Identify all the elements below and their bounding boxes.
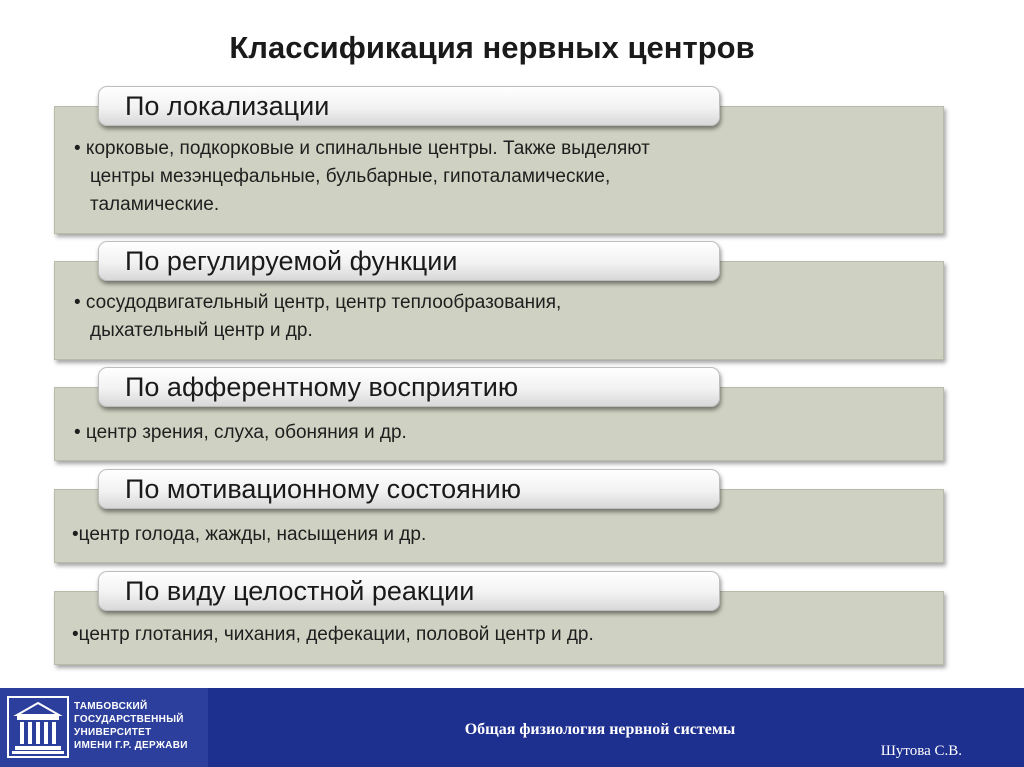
section-body — [72, 521, 812, 549]
body-line: •центр голода, жажды, насыщения и др. — [72, 524, 427, 545]
footer-bar — [0, 688, 1024, 767]
university-name — [74, 700, 188, 752]
section-body — [74, 289, 814, 345]
slide-title: Классификация нервных центров — [229, 30, 755, 65]
section-heading: По афферентному восприятию — [98, 367, 720, 407]
body-line: центры мезэнцефальные, бульбарные, гипоталамические, — [90, 166, 611, 187]
university-line: ИМЕНИ Г.Р. ДЕРЖАВИ — [74, 740, 188, 751]
body-line: • центр зрения, слуха, обоняния и др. — [74, 422, 407, 443]
author-name: Шутова С.В. — [880, 743, 962, 759]
university-line: ТАМБОВСКИЙ — [74, 701, 148, 712]
section-body — [74, 419, 814, 447]
section-heading: По виду целостной реакции — [98, 571, 720, 611]
body-line: таламические. — [90, 194, 220, 215]
body-line: • сосудодвигательный центр, центр теплообразования, — [74, 292, 562, 313]
section-heading: По регулируемой функции — [98, 241, 720, 281]
university-building-icon — [7, 696, 69, 758]
university-line: УНИВЕРСИТЕТ — [74, 727, 152, 738]
body-line: • корковые, подкорковые и спинальные центры. Также выделяют — [74, 138, 650, 159]
body-line: •центр глотания, чихания, дефекации, половой центр и др. — [72, 624, 594, 645]
university-block — [0, 688, 208, 767]
section-body — [72, 621, 812, 649]
university-line: ГОСУДАРСТВЕННЫЙ — [74, 714, 184, 725]
section-heading: По локализации — [98, 86, 720, 126]
body-line: дыхательный центр и др. — [90, 320, 313, 341]
section-heading: По мотивационному состоянию — [98, 469, 720, 509]
course-title: Общая физиология нервной системы — [464, 721, 736, 738]
section-body — [74, 135, 814, 219]
